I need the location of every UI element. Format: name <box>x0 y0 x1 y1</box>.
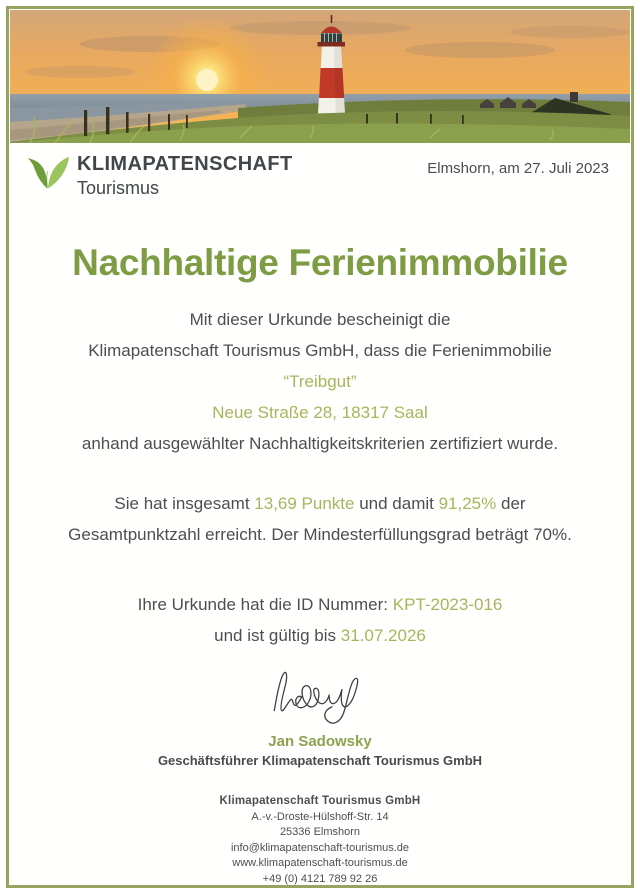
intro-line-3: anhand ausgewählter Nachhaltigkeitskriterien zertifiziert wurde. <box>81 434 559 453</box>
property-address: Neue Straße 28, 18317 Saal <box>212 403 428 422</box>
score-points: 13,69 Punkte <box>254 494 355 513</box>
footer-contact <box>9 794 631 887</box>
signatory-role: Geschäftsführer Klimapatenschaft Tourismus GmbH <box>157 753 483 768</box>
certificate-statement <box>9 304 631 459</box>
valid-prefix: und ist gültig bis <box>214 626 341 645</box>
score-statement <box>9 488 631 550</box>
header-photo-lighthouse <box>10 10 630 143</box>
certificate-page <box>6 6 634 888</box>
score-percent: 91,25% <box>438 494 497 513</box>
signatory-name: Jan Sadowsky <box>268 733 372 750</box>
footer-company: Klimapatenschaft Tourismus GmbH <box>219 795 421 807</box>
brand-row <box>9 144 631 205</box>
footer-phone: +49 (0) 4121 789 92 26 <box>262 872 378 885</box>
valid-until-date: 31.07.2026 <box>340 626 426 645</box>
footer-street: A.-v.-Droste-Hülshoff-Str. 14 <box>251 810 389 823</box>
brand-logo <box>25 151 293 199</box>
brand-name: KLIMAPATENSCHAFT <box>77 153 293 175</box>
score-prefix: Sie hat insgesamt <box>114 494 255 513</box>
issue-date: Elmshorn, am 27. Juli 2023 <box>427 160 609 177</box>
id-line <box>9 589 631 620</box>
certificate-title: Nachhaltige Ferienimmobilie <box>72 242 568 283</box>
score-mid: und damit <box>354 494 439 513</box>
signature-scribble <box>9 663 631 732</box>
footer-email: info@klimapatenschaft-tourismus.de <box>230 841 410 854</box>
id-prefix: Ihre Urkunde hat die ID Nummer: <box>137 595 393 614</box>
score-line-1 <box>9 488 631 519</box>
certificate-id: KPT-2023-016 <box>392 595 503 614</box>
footer-city: 25336 Elmshorn <box>279 826 361 838</box>
intro-line-1: Mit dieser Urkunde bescheinigt die <box>189 310 451 329</box>
signature-block <box>9 663 631 770</box>
property-name: “Treibgut” <box>283 372 357 391</box>
footer-website: www.klimapatenschaft-tourismus.de <box>232 857 408 869</box>
valid-line <box>9 620 631 651</box>
brand-subtitle: Tourismus <box>77 178 160 198</box>
id-statement <box>9 589 631 651</box>
intro-line-2: Klimapatenschaft Tourismus GmbH, dass die Ferienimmobilie <box>88 341 552 360</box>
leaf-logo-icon <box>25 152 71 194</box>
score-line-2: Gesamtpunktzahl erreicht. Der Mindesterfüllungsgrad beträgt 70%. <box>68 525 572 544</box>
score-suffix: der <box>496 494 526 513</box>
